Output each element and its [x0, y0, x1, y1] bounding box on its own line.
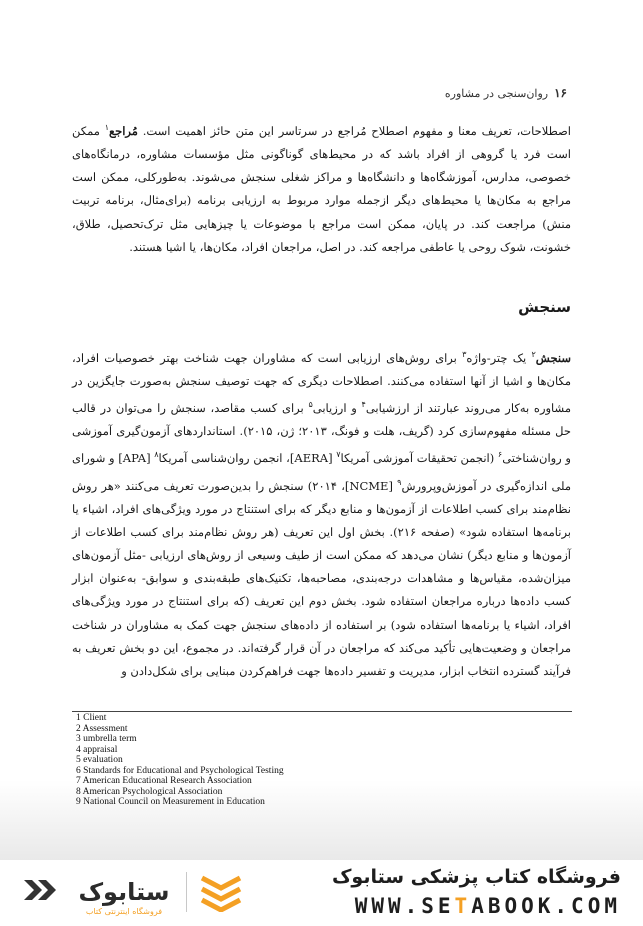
paragraph-text: یک چتر-واژه	[466, 350, 532, 365]
section-heading: سنجش	[518, 298, 571, 316]
footnote-ref: ۴	[361, 400, 366, 410]
logo-subtitle: فروشگاه اینترنتی کتاب	[85, 907, 163, 916]
footnote-item: 4 appraisal	[76, 744, 118, 755]
footnote-ref: ۷	[336, 450, 341, 460]
paragraph-text: [AERA]، انجمن روان‌شناسی آمریکا	[158, 451, 337, 466]
footnote-item: 3 umbrella term	[76, 734, 137, 744]
page-number: ۱۶	[554, 86, 567, 100]
footnote-ref: ۲	[531, 350, 536, 359]
paragraph-text: و ارزیابی	[312, 401, 362, 416]
footnote-ref: ۸	[154, 450, 159, 460]
footnote-item: 8 American Psychological Association	[76, 786, 223, 797]
running-head	[445, 86, 567, 100]
footnote-divider	[72, 711, 572, 712]
term-assessment: سنجش	[535, 350, 571, 365]
paragraph-clients	[72, 116, 571, 259]
paragraph-text: اصطلاحات، تعریف معنا و مفهوم اصطلاح مُراجع در سرتاسر این متن حائز اهمیت است.	[137, 123, 571, 138]
paragraph-text: ممکن است فرد یا گروهی از افراد باشد که در محیط‌های گوناگونی مثل مؤسسات مشاوره، درمانگاه‌های خصوصی، مدارس، آموزشگاه‌ها و دانشگاه‌ها و مراکز شغلی سنجش می‌شوند. به‌طورکلی، ممکن است مراجع به مکان‌ها یا محیط‌های دیگر ازجمله موارد مربوط به ارزیابی برنامه (برای‌مثال، برنامه تربیت منش) مراجعت کند. در پایان، ممکن است مراجع با موضوعات یا چیزهایی مثل ترک‌تحصیل، طلاق، خشونت، شوک روحی یا عاطفی مراجعه کند. در اصل، مراجعان افراد، مکان‌ها، یا اشیا هستند.	[72, 123, 571, 254]
footnote-item: 2 Assessment	[76, 723, 128, 734]
footnote-item: 7 American Educational Research Association	[76, 776, 252, 786]
footnote-item: 1 Client	[76, 713, 107, 723]
footnote-item: 6 Standards for Educational and Psychological Testing	[76, 765, 284, 776]
url-part: WWW.SE	[354, 894, 455, 918]
footnote-ref: ۳	[462, 350, 467, 359]
paragraph-text: (انجمن تحقیقات آموزشی آمریکا	[340, 451, 498, 466]
footnote-ref: ۱	[104, 123, 109, 132]
footnote-ref: ۶	[497, 450, 503, 460]
url-part: ABOOK.COM	[471, 894, 621, 918]
term-client: مُراجع	[108, 123, 138, 138]
store-name: فروشگاه کتاب پزشکی ستابوک	[331, 866, 621, 888]
store-url[interactable]	[355, 894, 621, 918]
banner-divider	[186, 872, 187, 912]
paragraph-text: [APA] و شورای ملی اندازه‌گیری در آموزش‌وپرورش	[72, 451, 571, 493]
footnote-ref: ۵	[308, 400, 313, 410]
footnote-item: 5 evaluation	[76, 755, 123, 765]
url-accent: T	[454, 894, 472, 918]
books-icon	[198, 872, 244, 912]
footnote-item: 9 National Council on Measurement in Education	[76, 797, 265, 807]
store-banner[interactable]	[0, 860, 643, 926]
paragraph-text: برای روش‌های ارزیابی است که مشاوران جهت شناخت بهتر خصوصیات افراد، مکان‌ها و اشیا از آنها استفاده می‌کنند. اصطلاحات دیگری که جهت توصیف سنجش به‌صورت جایگزین در مشاوره به‌کار می‌روند عبارتند از ارزشیابی	[72, 350, 571, 416]
logo-wordmark: ستابوک	[78, 878, 170, 906]
running-head-title: روان‌سنجی در مشاوره	[444, 87, 549, 100]
setabook-logo	[20, 870, 180, 918]
paragraph-assessment	[72, 343, 571, 683]
footnotes	[76, 713, 556, 808]
footnote-ref: ۹	[397, 477, 402, 487]
paragraph-text: برای کسب مقاصد، سنجش را می‌توان در قالب حل مسئله مفهوم‌سازی کرد (گریف، هلت و فونگ، ۲۰۱۳؛ ژن، ۲۰۱۵). استانداردهای آزمون‌گیری آموزشی و روان‌شناختی	[72, 401, 571, 466]
paragraph-text: [NCME]، ۲۰۱۴) سنجش را بدین‌صورت تعریف می‌کنند «هر روش نظام‌مند برای کسب اطلاعات از آزمون‌ها و منابع دیگر که برای استنتاج در مورد ویژگی‌های افراد، اشیاء یا برنامه‌ها استفاده شود» (صفحه ۲۱۶). بخش اول این تعریف (هر روش نظام‌مند برای کسب اطلاعات از آزمون‌ها و منابع دیگر) نشان می‌دهد که ممکن است از طیف وسیعی از روش‌های ارزیابی -مثل آزمون‌های میزان‌شده، مقیاس‌ها و مشاهدات درجه‌بندی، مصاحبه‌ها، تکنیک‌های طبقه‌بندی و سوابق- به‌عنوان ابزار کسب داده‌ها درباره مراجعان استفاده شود. بخش دوم این تعریف (که برای استنتاج در مورد ویژگی‌های افراد، اشیاء یا برنامه‌ها استفاده شود) بر استفاده از داده‌های سنجش جهت کمک به مشاوران در شناخت مراجعان و وضعیت‌هایی تأکید می‌کند که مراجعان در آن قرار گرفته‌اند. در مجموع، این دو بخش تعریف به فرآیند گسترده انتخاب ابزار، مدیریت و تفسیر داده‌ها جهت فراهم‌کردن مبنایی برای شکل‌دادن و	[72, 478, 571, 678]
